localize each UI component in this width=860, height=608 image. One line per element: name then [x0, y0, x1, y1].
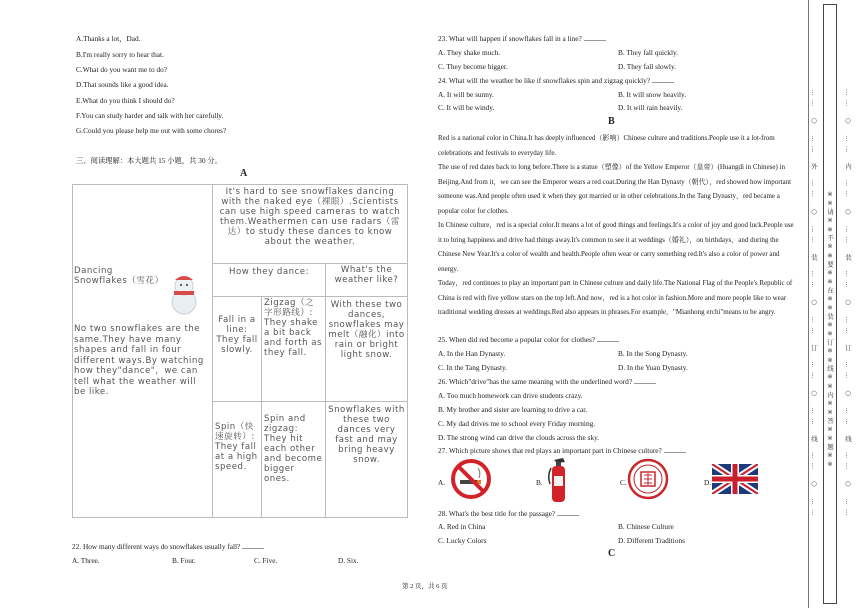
- question-22: 22. How many different ways do snowflakes usually fall?: [72, 542, 264, 551]
- section-title: 三、阅读理解：本大题共 15 小题，共 30 分。: [76, 156, 222, 165]
- passage-b-paragraph-1: Red is a national color in China.It has deeply influenced（影响）Chinese culture and traditions.People use it a lot-from celebrations and festivals to everyday life.: [438, 134, 775, 157]
- passage-c-label: C: [608, 548, 616, 559]
- page-footer: 第 2 页，共 6 页: [402, 583, 448, 590]
- question-23: 23. What will happen if snowflakes fall in a line?: [438, 34, 606, 43]
- q22-option-a: A. Three.: [72, 556, 100, 565]
- picture-c-label: C.: [620, 478, 627, 487]
- option-b: B.I'm really sorry to hear that.: [76, 50, 164, 59]
- q25-option-b: B. In the Song Dynasty.: [618, 349, 688, 358]
- passage-b-paragraph-4: Today，red continues to play an important part in Chinese culture and daily life.The National Flag of the People's Republic of China is red with five yellow stars on the top left.And now，red is a hot color in fashion.More and more people like to wear traditional wedding dresses at weddings.Red also appears in phrases.For example，"Mianhong erchi"means to be angry.: [438, 279, 793, 317]
- q23-option-b: B. They fall quickly.: [618, 48, 678, 57]
- q24-option-b: B. It will snow heavily.: [618, 90, 687, 99]
- table-left-top: Dancing Snowflakes（雪花）: [74, 266, 164, 286]
- table-intro: It's hard to see snowflakes dancing with the naked eye（裸眼）.Scientists can use high speed cameras to watch them.Weathermen can use radars（雷达）to study these dances to know about the weather.: [212, 184, 408, 264]
- no-smoking-sign-icon[interactable]: [450, 458, 492, 500]
- q22-option-b: B. Four.: [172, 556, 196, 565]
- q26-option-d: D. The strong wind can drive the clouds across the sky.: [438, 433, 600, 442]
- option-c: C.What do you want me to do?: [76, 65, 167, 74]
- table-row2-a: Spin（快速旋转）: They fall at a high speed.: [212, 401, 262, 518]
- table-row1-b: Zigzag（之字形路线）: They shake a bit back and forth as they fall.: [261, 296, 326, 402]
- q24-option-c: C. It will be windy.: [438, 103, 495, 112]
- q28-option-a: A. Red in China: [438, 522, 486, 531]
- picture-b-label: B.: [536, 478, 543, 487]
- table-left-bottom: No two snowflakes are the same.They have many shapes and fall in four different ways.By watching how they"dance"，we can tell what the weather will be like.: [74, 324, 204, 397]
- question-27: 27. Which picture shows that red plays an important part in Chinese culture?: [438, 446, 686, 455]
- q22-option-c: C. Five.: [254, 556, 278, 565]
- passage-b-paragraph-2: The use of red dates back to long before.There is a statue（塑像）of the Yellow Emperor（皇帝）(Huangdi in Chinese) in Beijing.And from it，we can see the Emperor wears a red coat.During the Han Dynasty（朝代），red showed how important someone was.And people often used it when they got married or in other celebrations.In the Tang Dynasty，red became a popular color for clothes.: [438, 163, 792, 215]
- question-28: 28. What's the best title for the passage?: [438, 509, 579, 518]
- passage-b-label: B: [608, 116, 615, 127]
- answer-blank[interactable]: [242, 542, 264, 549]
- table-head-how: How they dance:: [212, 263, 326, 297]
- q23-option-c: C. They become bigger.: [438, 62, 508, 71]
- q28-option-c: C. Lucky Colors: [438, 536, 487, 545]
- fire-extinguisher-icon[interactable]: [545, 454, 571, 504]
- option-d: D.That sounds like a good idea.: [76, 80, 169, 89]
- q23-option-a: A. They shake much.: [438, 48, 501, 57]
- q24-option-a: A. It will be sunny.: [438, 90, 494, 99]
- q24-option-d: D. It will rain heavily.: [618, 103, 683, 112]
- binding-outer-text: …… ○ …… 外 …… ○ …… 装 …… ○ …… 订 …… ○ …… 线 …… ○ ……: [810, 88, 818, 520]
- red-seal-icon[interactable]: [627, 458, 669, 500]
- passage-a-label: A: [240, 168, 248, 179]
- answer-blank[interactable]: [634, 377, 656, 384]
- binding-warning-text: ※※请※※不※※要※※在※※装※※订※※线※※内※※答※※题※※: [826, 190, 834, 470]
- answer-blank[interactable]: [652, 76, 674, 83]
- q28-option-d: D. Different Traditions: [618, 536, 685, 545]
- table-row2-b: Spin and zigzag: They hit each other and become bigger ones.: [261, 401, 326, 518]
- q25-option-d: D. In the Yuan Dynasty.: [618, 363, 688, 372]
- option-e: E.What do you think I should do?: [76, 96, 175, 105]
- option-g: G.Could you please help me out with some chores?: [76, 126, 227, 135]
- table-row2-c: Snowflakes with these two dances very fast and may bring heavy snow.: [325, 401, 408, 518]
- answer-blank[interactable]: [557, 509, 579, 516]
- question-25: 25. When did red become a popular color for clothes?: [438, 335, 619, 344]
- answer-blank[interactable]: [664, 446, 686, 453]
- union-jack-flag-icon[interactable]: [712, 464, 758, 494]
- q28-option-b: B. Chinese Culture: [618, 522, 674, 531]
- answer-blank[interactable]: [584, 34, 606, 41]
- answer-blank[interactable]: [597, 335, 619, 342]
- q26-option-c: C. My dad drives me to school every Friday morning.: [438, 419, 596, 428]
- q25-option-c: C. In the Tang Dynasty.: [438, 363, 508, 372]
- q26-option-b: B. My brother and sister are learning to drive a car.: [438, 405, 588, 414]
- q22-option-d: D. Six.: [338, 556, 359, 565]
- question-24: 24. What will the weather be like if snowflakes spin and zigzag quickly?: [438, 76, 674, 85]
- picture-d-label: D.: [704, 478, 712, 487]
- table-head-weather: What's the weather like?: [325, 263, 408, 297]
- snowman-picture: [160, 272, 208, 316]
- option-a: A.Thanks a lot，Dad.: [76, 34, 141, 43]
- q26-option-a: A. Too much homework can drive students crazy.: [438, 391, 583, 400]
- passage-b-paragraph-3: In Chinese culture，red is a special color.It means a lot of good things and feelings.It's a color of joy and good luck.People use it to bring happiness and drive bad things away.It's common to see it at weddings（婚礼），on birthdays，and during the Chinese New Year.It's a color of wealth and health.People often wear or carry something red.It's also a color of power and energy.: [438, 221, 794, 273]
- option-f: F.You can study harder and talk with her carefully.: [76, 111, 224, 120]
- q25-option-a: A. In the Han Dynasty.: [438, 349, 506, 358]
- q23-option-d: D. They fall slowly.: [618, 62, 676, 71]
- question-26: 26. Which"drive"has the same meaning with the underlined word?: [438, 377, 656, 386]
- table-row1-c: With these two dances, snowflakes may melt（融化）into rain or bright light snow.: [325, 296, 408, 402]
- table-row1-a: Fall in a line: They fall slowly.: [212, 296, 262, 402]
- picture-a-label: A.: [438, 478, 446, 487]
- binding-inner-text: …… ○ …… 内 …… ○ …… 装 …… ○ …… 订 …… ○ …… 线 …… ○ ……: [844, 88, 852, 520]
